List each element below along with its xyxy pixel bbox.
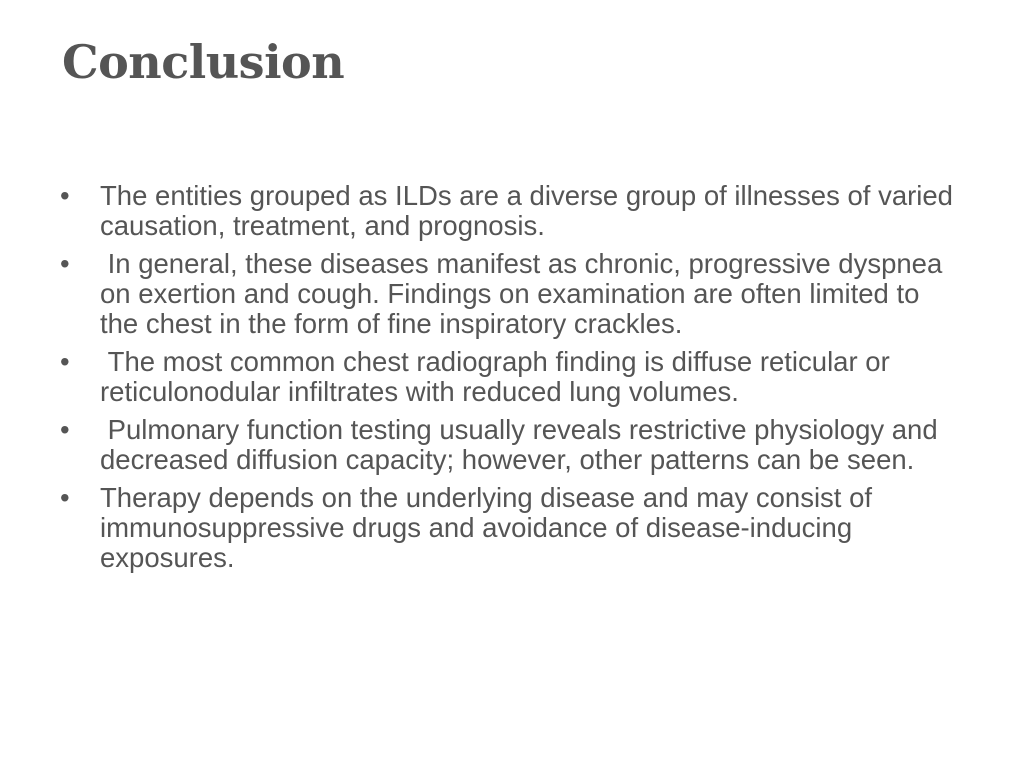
slide-title: Conclusion [62, 35, 345, 89]
bullet-icon: • [60, 248, 70, 279]
bullet-item [60, 181, 960, 241]
bullet-item [60, 347, 960, 407]
bullet-text: In general, these diseases manifest as chronic, progressive dyspnea on exertion and cough. Findings on examination are often limited to the chest in the form of fine inspiratory crackles. [100, 248, 950, 339]
bullet-item [60, 483, 960, 573]
bullet-text: Pulmonary function testing usually reveals restrictive physiology and decreased diffusion capacity; however, other patterns can be seen. [100, 414, 946, 475]
bullet-text: Therapy depends on the underlying disease and may consist of immunosuppressive drugs and avoidance of disease-inducing exposures. [100, 482, 880, 573]
bullet-icon: • [60, 346, 70, 377]
bullet-item [60, 249, 960, 339]
bullet-list [60, 181, 960, 581]
bullet-icon: • [60, 414, 70, 445]
bullet-item [60, 415, 960, 475]
bullet-text: The entities grouped as ILDs are a diverse group of illnesses of varied causation, treatment, and prognosis. [100, 180, 961, 241]
bullet-text: The most common chest radiograph finding is diffuse reticular or reticulonodular infiltrates with reduced lung volumes. [100, 346, 898, 407]
bullet-icon: • [60, 180, 70, 211]
bullet-icon: • [60, 482, 70, 513]
